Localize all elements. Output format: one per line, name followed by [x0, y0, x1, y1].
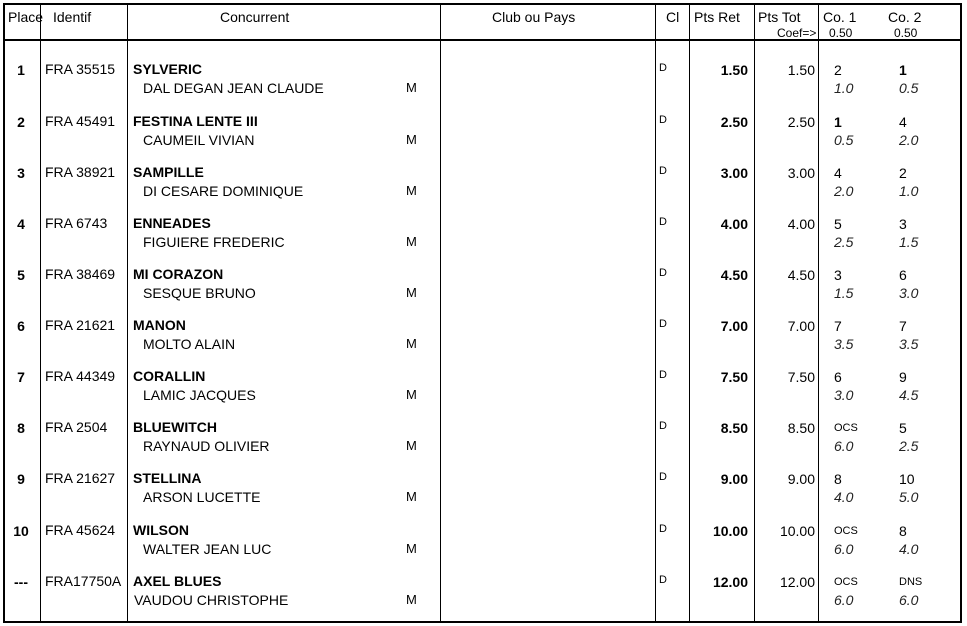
race1-rank-cell: 5	[834, 216, 842, 232]
header-co1: Co. 1	[823, 9, 857, 25]
skipper-name-cell: CAUMEIL VIVIAN	[143, 132, 255, 148]
race2-rank-cell: 5	[899, 420, 907, 436]
table-row	[5, 352, 960, 403]
sail-number-cell: FRA17750A	[45, 573, 122, 589]
table-row	[5, 403, 960, 454]
skipper-name-cell: RAYNAUD OLIVIER	[143, 438, 270, 454]
sail-number-cell: FRA 38921	[45, 164, 116, 180]
pts-tot-cell: 1.50	[787, 62, 815, 78]
table-row	[5, 454, 960, 505]
pts-ret-cell: 8.50	[720, 420, 748, 436]
header-coef-label: Coef=>	[777, 26, 817, 40]
race2-points-cell: 5.0	[899, 489, 919, 505]
header-cl: Cl	[666, 9, 680, 25]
pts-ret-cell: 7.50	[720, 369, 748, 385]
race1-points-cell: 2.0	[834, 183, 854, 199]
place-cell: ---	[14, 574, 28, 590]
race1-points-cell: 1.5	[834, 285, 854, 301]
boat-name-cell: ENNEADES	[133, 215, 211, 231]
pts-tot-cell: 4.50	[787, 267, 815, 283]
race1-points-cell: 3.0	[834, 387, 854, 403]
race1-points-cell: 2.5	[834, 234, 854, 250]
pts-tot-cell: 10.00	[779, 523, 815, 539]
sail-number-cell: FRA 38469	[45, 266, 116, 282]
pts-ret-cell: 2.50	[720, 114, 748, 130]
race1-points-cell: 6.0	[834, 438, 854, 454]
place-cell: 10	[13, 523, 29, 539]
sex-cell: M	[406, 336, 417, 351]
header-identif: Identif	[53, 9, 92, 25]
race2-points-cell: 3.5	[899, 336, 919, 352]
pts-ret-cell: 10.00	[712, 523, 748, 539]
pts-tot-cell: 7.50	[787, 369, 815, 385]
pts-ret-cell: 7.00	[720, 318, 748, 334]
race1-points-cell: 1.0	[834, 80, 854, 96]
race2-rank-cell: 1	[899, 62, 907, 78]
header-place: Place	[8, 9, 44, 25]
skipper-name-cell: DI CESARE DOMINIQUE	[143, 183, 304, 199]
race1-rank-cell: OCS	[834, 422, 858, 434]
race2-points-cell: 1.5	[899, 234, 919, 250]
class-cell: D	[659, 216, 667, 228]
header-pts-tot: Pts Tot	[758, 9, 801, 25]
race2-points-cell: 0.5	[899, 80, 919, 96]
pts-tot-cell: 9.00	[787, 471, 815, 487]
class-cell: D	[659, 523, 667, 535]
sail-number-cell: FRA 45491	[45, 113, 116, 129]
class-cell: D	[659, 369, 667, 381]
place-cell: 3	[17, 165, 25, 181]
race1-rank-cell: 8	[834, 471, 842, 487]
race1-rank-cell: 4	[834, 165, 842, 181]
skipper-name-cell: SESQUE BRUNO	[143, 285, 256, 301]
sail-number-cell: FRA 45624	[45, 522, 116, 538]
race2-rank-cell: 10	[899, 471, 915, 487]
race2-points-cell: 4.5	[899, 387, 919, 403]
sex-cell: M	[406, 387, 417, 402]
pts-tot-cell: 8.50	[787, 420, 815, 436]
pts-tot-cell: 2.50	[787, 114, 815, 130]
sex-cell: M	[406, 489, 417, 504]
boat-name-cell: BLUEWITCH	[133, 419, 217, 435]
race2-points-cell: 1.0	[899, 183, 919, 199]
table-row	[5, 97, 960, 148]
race2-points-cell: 4.0	[899, 541, 919, 557]
table-row	[5, 506, 960, 557]
pts-ret-cell: 12.00	[712, 574, 748, 590]
place-cell: 7	[17, 369, 25, 385]
results-table	[3, 3, 962, 623]
place-cell: 2	[17, 114, 25, 130]
race2-points-cell: 3.0	[899, 285, 919, 301]
pts-ret-cell: 9.00	[720, 471, 748, 487]
race2-rank-cell: 9	[899, 369, 907, 385]
race2-points-cell: 2.0	[899, 132, 919, 148]
race1-rank-cell: OCS	[834, 525, 858, 537]
skipper-name-cell: MOLTO ALAIN	[143, 336, 236, 352]
header-co2: Co. 2	[888, 9, 922, 25]
table-row	[5, 301, 960, 352]
sail-number-cell: FRA 35515	[45, 61, 116, 77]
sail-number-cell: FRA 21627	[45, 470, 116, 486]
table-row	[5, 148, 960, 199]
header-co1-coef: 0.50	[829, 26, 853, 40]
skipper-name-cell: ARSON LUCETTE	[143, 489, 261, 505]
race1-points-cell: 4.0	[834, 489, 854, 505]
skipper-name-cell: LAMIC JACQUES	[143, 387, 256, 403]
class-cell: D	[659, 471, 667, 483]
skipper-name-cell: DAL DEGAN JEAN CLAUDE	[143, 80, 324, 96]
boat-name-cell: MANON	[133, 317, 186, 333]
class-cell: D	[659, 114, 667, 126]
pts-tot-cell: 12.00	[779, 574, 815, 590]
skipper-name-cell: VAUDOU CHRISTOPHE	[134, 592, 289, 608]
race1-rank-cell: 6	[834, 369, 842, 385]
race1-points-cell: 6.0	[834, 592, 854, 608]
pts-tot-cell: 4.00	[787, 216, 815, 232]
place-cell: 4	[17, 216, 25, 232]
table-row	[5, 557, 960, 608]
place-cell: 6	[17, 318, 25, 334]
place-cell: 1	[17, 62, 25, 78]
class-cell: D	[659, 318, 667, 330]
race1-rank-cell: OCS	[834, 576, 858, 588]
boat-name-cell: MI CORAZON	[133, 266, 224, 282]
header-concurrent: Concurrent	[220, 9, 290, 25]
sex-cell: M	[406, 438, 417, 453]
race2-rank-cell: 3	[899, 216, 907, 232]
boat-name-cell: SAMPILLE	[133, 164, 204, 180]
sex-cell: M	[406, 183, 417, 198]
boat-name-cell: STELLINA	[133, 470, 202, 486]
sex-cell: M	[406, 592, 417, 607]
skipper-name-cell: WALTER JEAN LUC	[143, 541, 272, 557]
class-cell: D	[659, 267, 667, 279]
sail-number-cell: FRA 6743	[45, 215, 108, 231]
sail-number-cell: FRA 21621	[45, 317, 116, 333]
boat-name-cell: FESTINA LENTE III	[133, 113, 258, 129]
race1-rank-cell: 7	[834, 318, 842, 334]
class-cell: D	[659, 574, 667, 586]
sex-cell: M	[406, 541, 417, 556]
race1-rank-cell: 3	[834, 267, 842, 283]
sex-cell: M	[406, 234, 417, 249]
place-cell: 9	[17, 471, 25, 487]
race1-points-cell: 3.5	[834, 336, 854, 352]
pts-ret-cell: 1.50	[720, 62, 748, 78]
race2-rank-cell: 7	[899, 318, 907, 334]
race2-rank-cell: DNS	[899, 576, 923, 588]
header-pts-ret: Pts Ret	[694, 9, 740, 25]
pts-ret-cell: 3.00	[720, 165, 748, 181]
pts-tot-cell: 3.00	[787, 165, 815, 181]
boat-name-cell: SYLVERIC	[133, 61, 202, 77]
pts-tot-cell: 7.00	[787, 318, 815, 334]
race2-rank-cell: 6	[899, 267, 907, 283]
class-cell: D	[659, 165, 667, 177]
boat-name-cell: WILSON	[133, 522, 189, 538]
race2-rank-cell: 4	[899, 114, 907, 130]
pts-ret-cell: 4.00	[720, 216, 748, 232]
boat-name-cell: CORALLIN	[133, 368, 206, 384]
table-row	[5, 250, 960, 301]
race1-rank-cell: 1	[834, 114, 842, 130]
place-cell: 5	[17, 267, 25, 283]
race1-rank-cell: 2	[834, 62, 842, 78]
sex-cell: M	[406, 132, 417, 147]
pts-ret-cell: 4.50	[720, 267, 748, 283]
table-row	[5, 45, 960, 96]
boat-name-cell: AXEL BLUES	[133, 573, 222, 589]
table-row	[5, 199, 960, 250]
header-co2-coef: 0.50	[894, 26, 918, 40]
class-cell: D	[659, 62, 667, 74]
place-cell: 8	[17, 420, 25, 436]
race1-points-cell: 6.0	[834, 541, 854, 557]
race2-rank-cell: 8	[899, 523, 907, 539]
race2-rank-cell: 2	[899, 165, 907, 181]
sail-number-cell: FRA 2504	[45, 419, 108, 435]
race2-points-cell: 2.5	[899, 438, 919, 454]
skipper-name-cell: FIGUIERE FREDERIC	[143, 234, 285, 250]
race2-points-cell: 6.0	[899, 592, 919, 608]
header-club: Club ou Pays	[492, 9, 576, 25]
class-cell: D	[659, 420, 667, 432]
sex-cell: M	[406, 80, 417, 95]
race1-points-cell: 0.5	[834, 132, 854, 148]
sex-cell: M	[406, 285, 417, 300]
sail-number-cell: FRA 44349	[45, 368, 116, 384]
header-divider	[5, 39, 960, 41]
